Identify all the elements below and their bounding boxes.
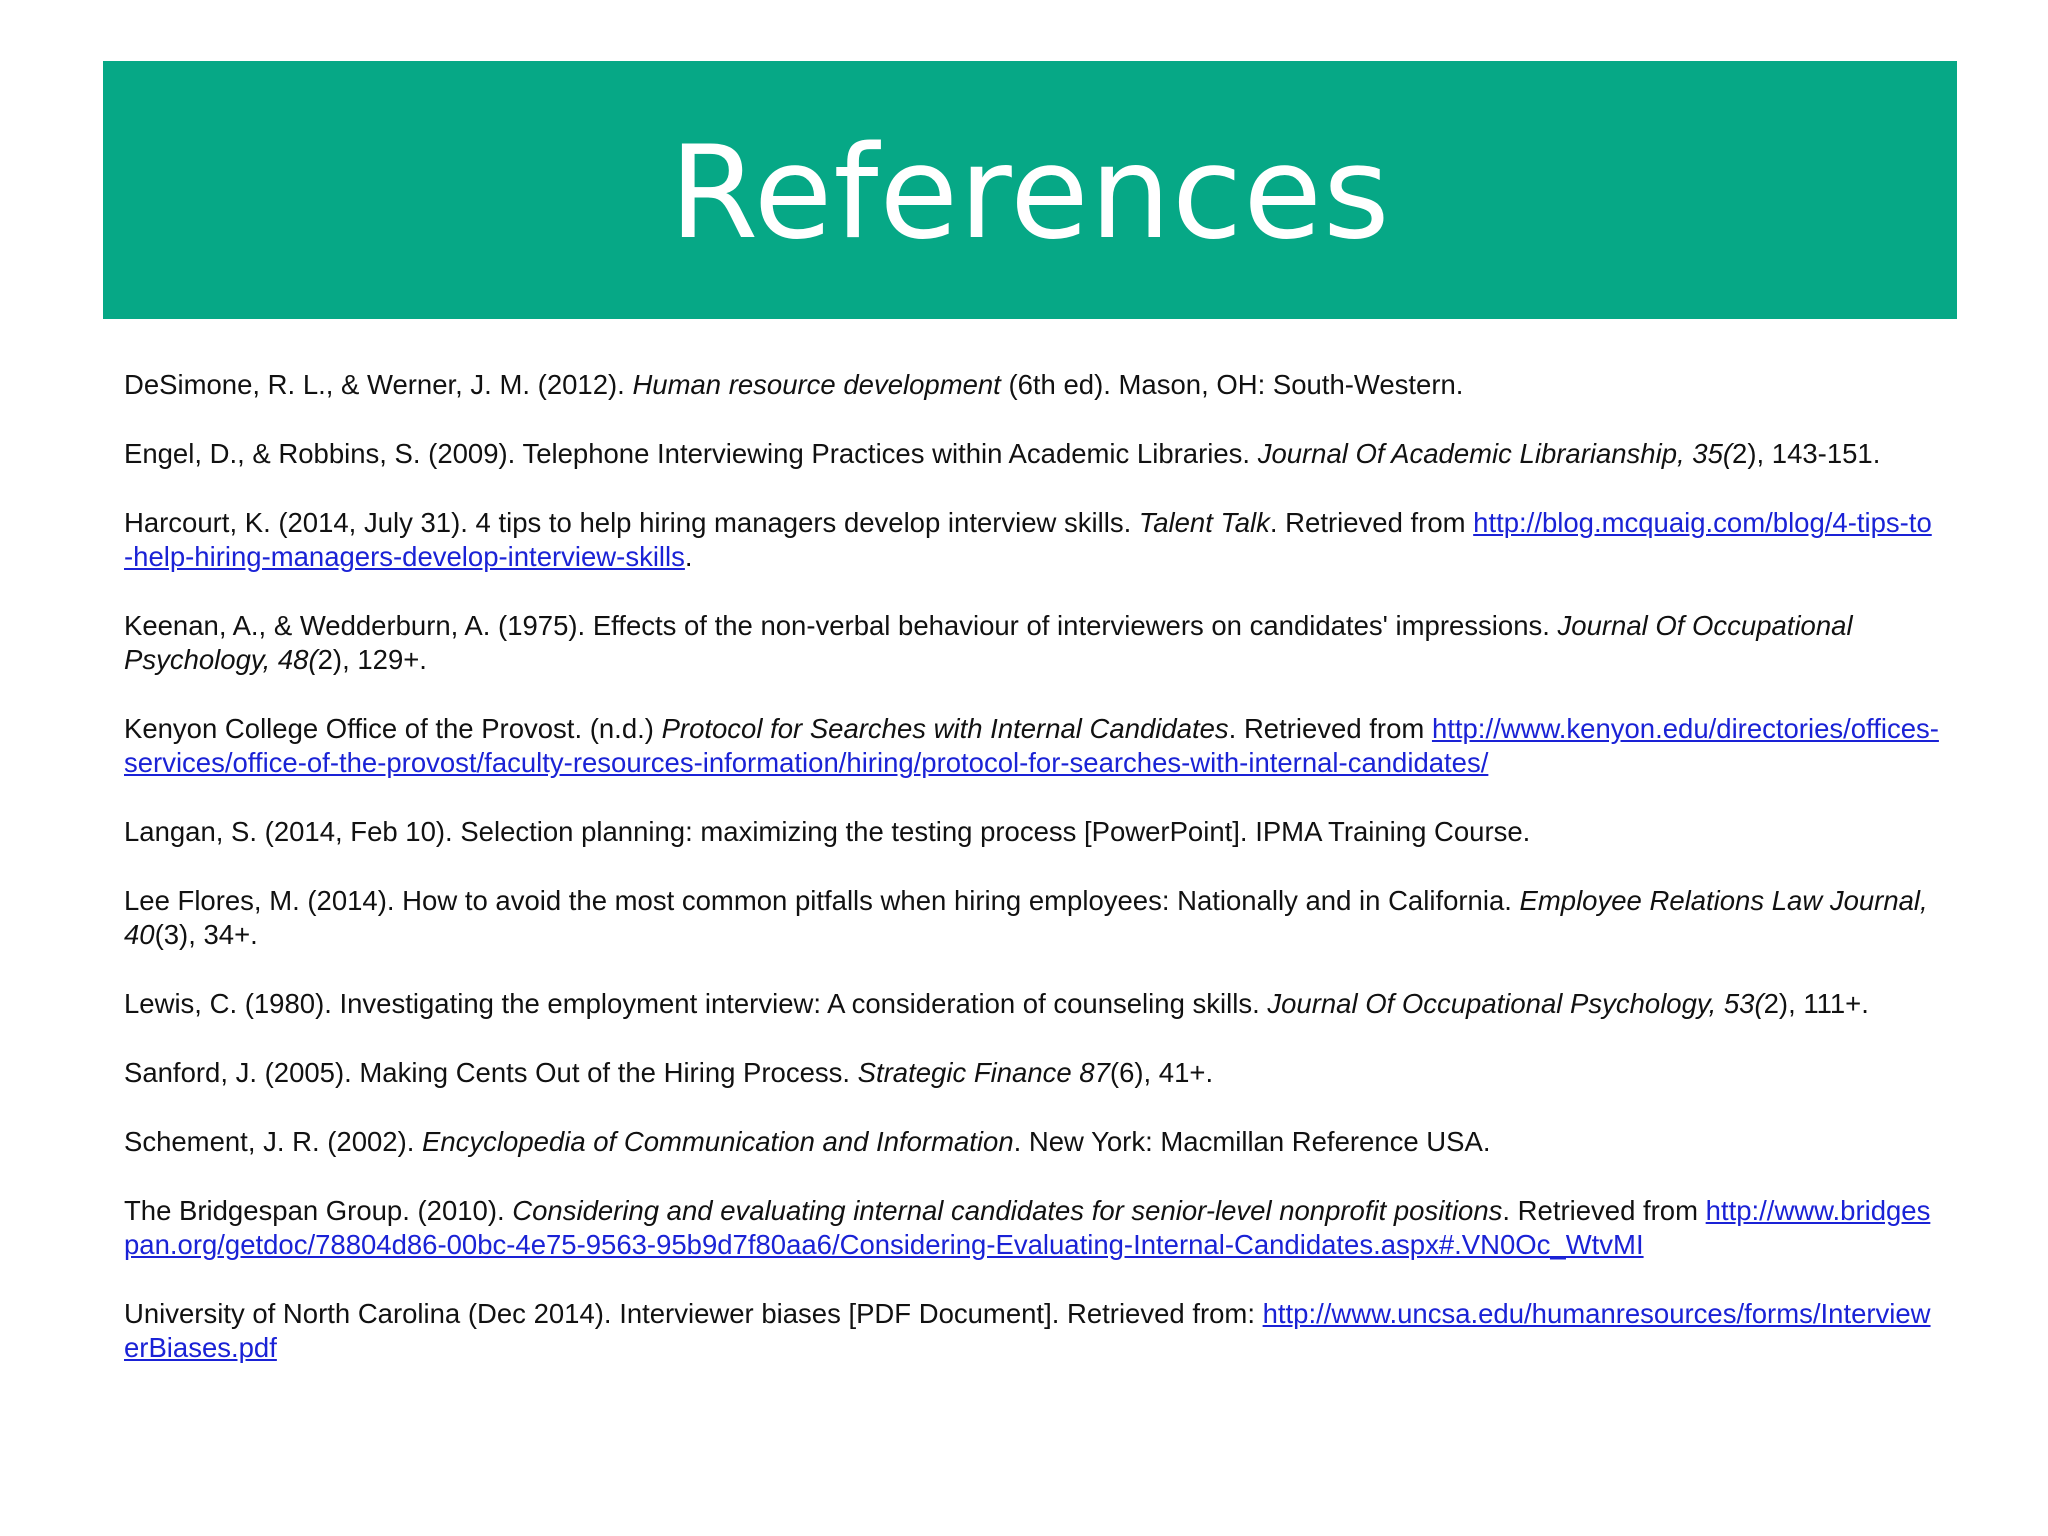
reference-entry: [124, 609, 1940, 677]
reference-entry: [124, 506, 1940, 574]
reference-text: (6), 41+.: [1109, 1057, 1214, 1088]
reference-entry: [124, 987, 1940, 1021]
reference-text: 2), 129+.: [317, 644, 427, 675]
reference-text: University of North Carolina (Dec 2014). Interviewer biases [PDF Document]. Retrieved from:: [124, 1298, 1263, 1329]
reference-entry: [124, 1297, 1940, 1365]
reference-text: Sanford, J. (2005). Making Cents Out of the Hiring Process.: [124, 1057, 858, 1088]
reference-text: Lewis, C. (1980). Investigating the employment interview: A consideration of counseling skills.: [124, 988, 1268, 1019]
reference-italic-text: Journal Of Occupational Psychology, 53(: [1267, 988, 1764, 1019]
reference-text: DeSimone, R. L., & Werner, J. M. (2012).: [124, 369, 633, 400]
reference-link[interactable]: http://www.uncsa.edu/humanresources/forms/InterviewerBiases.pdf: [124, 1298, 1931, 1363]
reference-text: Keenan, A., & Wedderburn, A. (1975). Effects of the non-verbal behaviour of interviewers on candidates' impressions.: [124, 610, 1558, 641]
reference-entry: [124, 1056, 1940, 1090]
title-banner: [103, 61, 1957, 319]
reference-text: . Retrieved from: [1269, 507, 1474, 538]
reference-text: Engel, D., & Robbins, S. (2009). Telephone Interviewing Practices within Academic Libraries.: [124, 438, 1258, 469]
reference-italic-text: Employee Relations Law Journal, 40: [124, 885, 1928, 950]
reference-italic-text: Journal Of Academic Librarianship, 35(: [1257, 438, 1733, 469]
reference-text: 2), 143-151.: [1732, 438, 1881, 469]
reference-text: (3), 34+.: [154, 919, 258, 950]
reference-text: .: [684, 541, 693, 572]
reference-entry: [124, 884, 1940, 952]
reference-italic-text: Human resource development: [632, 369, 1001, 400]
reference-italic-text: Talent Talk: [1138, 507, 1270, 538]
reference-italic-text: Encyclopedia of Communication and Information: [422, 1126, 1014, 1157]
reference-text: Lee Flores, M. (2014). How to avoid the most common pitfalls when hiring employees: Nationally and in California.: [124, 885, 1520, 916]
reference-text: Kenyon College Office of the Provost. (n.d.): [124, 713, 662, 744]
reference-text: (6th ed). Mason, OH: South-Western.: [1000, 369, 1464, 400]
reference-italic-text: Protocol for Searches with Internal Candidates: [661, 713, 1229, 744]
reference-text: The Bridgespan Group. (2010).: [124, 1195, 513, 1226]
reference-text: Langan, S. (2014, Feb 10). Selection planning: maximizing the testing process [PowerPoint]. IPMA Training Course.: [124, 816, 1531, 847]
reference-text: Schement, J. R. (2002).: [124, 1126, 423, 1157]
reference-italic-text: Considering and evaluating internal candidates for senior-level nonprofit positions: [512, 1195, 1503, 1226]
reference-link[interactable]: http://www.bridgespan.org/getdoc/78804d86-00bc-4e75-9563-95b9d7f80aa6/Considering-Evaluating-Internal-Candidates.aspx#.VN0Oc_WtvMI: [124, 1195, 1931, 1260]
reference-italic-text: Journal Of Occupational Psychology, 48(: [124, 610, 1853, 675]
reference-entry: [124, 368, 1940, 402]
reference-text: Harcourt, K. (2014, July 31). 4 tips to help hiring managers develop interview skills.: [124, 507, 1139, 538]
reference-entry: [124, 1125, 1940, 1159]
reference-text: . Retrieved from: [1228, 713, 1432, 744]
reference-link[interactable]: http://www.kenyon.edu/directories/offices-services/office-of-the-provost/faculty-resources-information/hiring/protocol-for-searches-with-internal-candidates/: [124, 713, 1939, 778]
page-title: References: [669, 119, 1391, 268]
reference-entry: [124, 815, 1940, 849]
reference-text: 2), 111+.: [1763, 988, 1869, 1019]
reference-text: . New York: Macmillan Reference USA.: [1013, 1126, 1491, 1157]
references-list: [124, 368, 1940, 1400]
reference-entry: [124, 1194, 1940, 1262]
reference-italic-text: Strategic Finance 87: [857, 1057, 1110, 1088]
reference-text: . Retrieved from: [1502, 1195, 1706, 1226]
reference-entry: [124, 437, 1940, 471]
reference-entry: [124, 712, 1940, 780]
reference-link[interactable]: http://blog.mcquaig.com/blog/4-tips-to-help-hiring-managers-develop-interview-skills: [124, 507, 1932, 572]
